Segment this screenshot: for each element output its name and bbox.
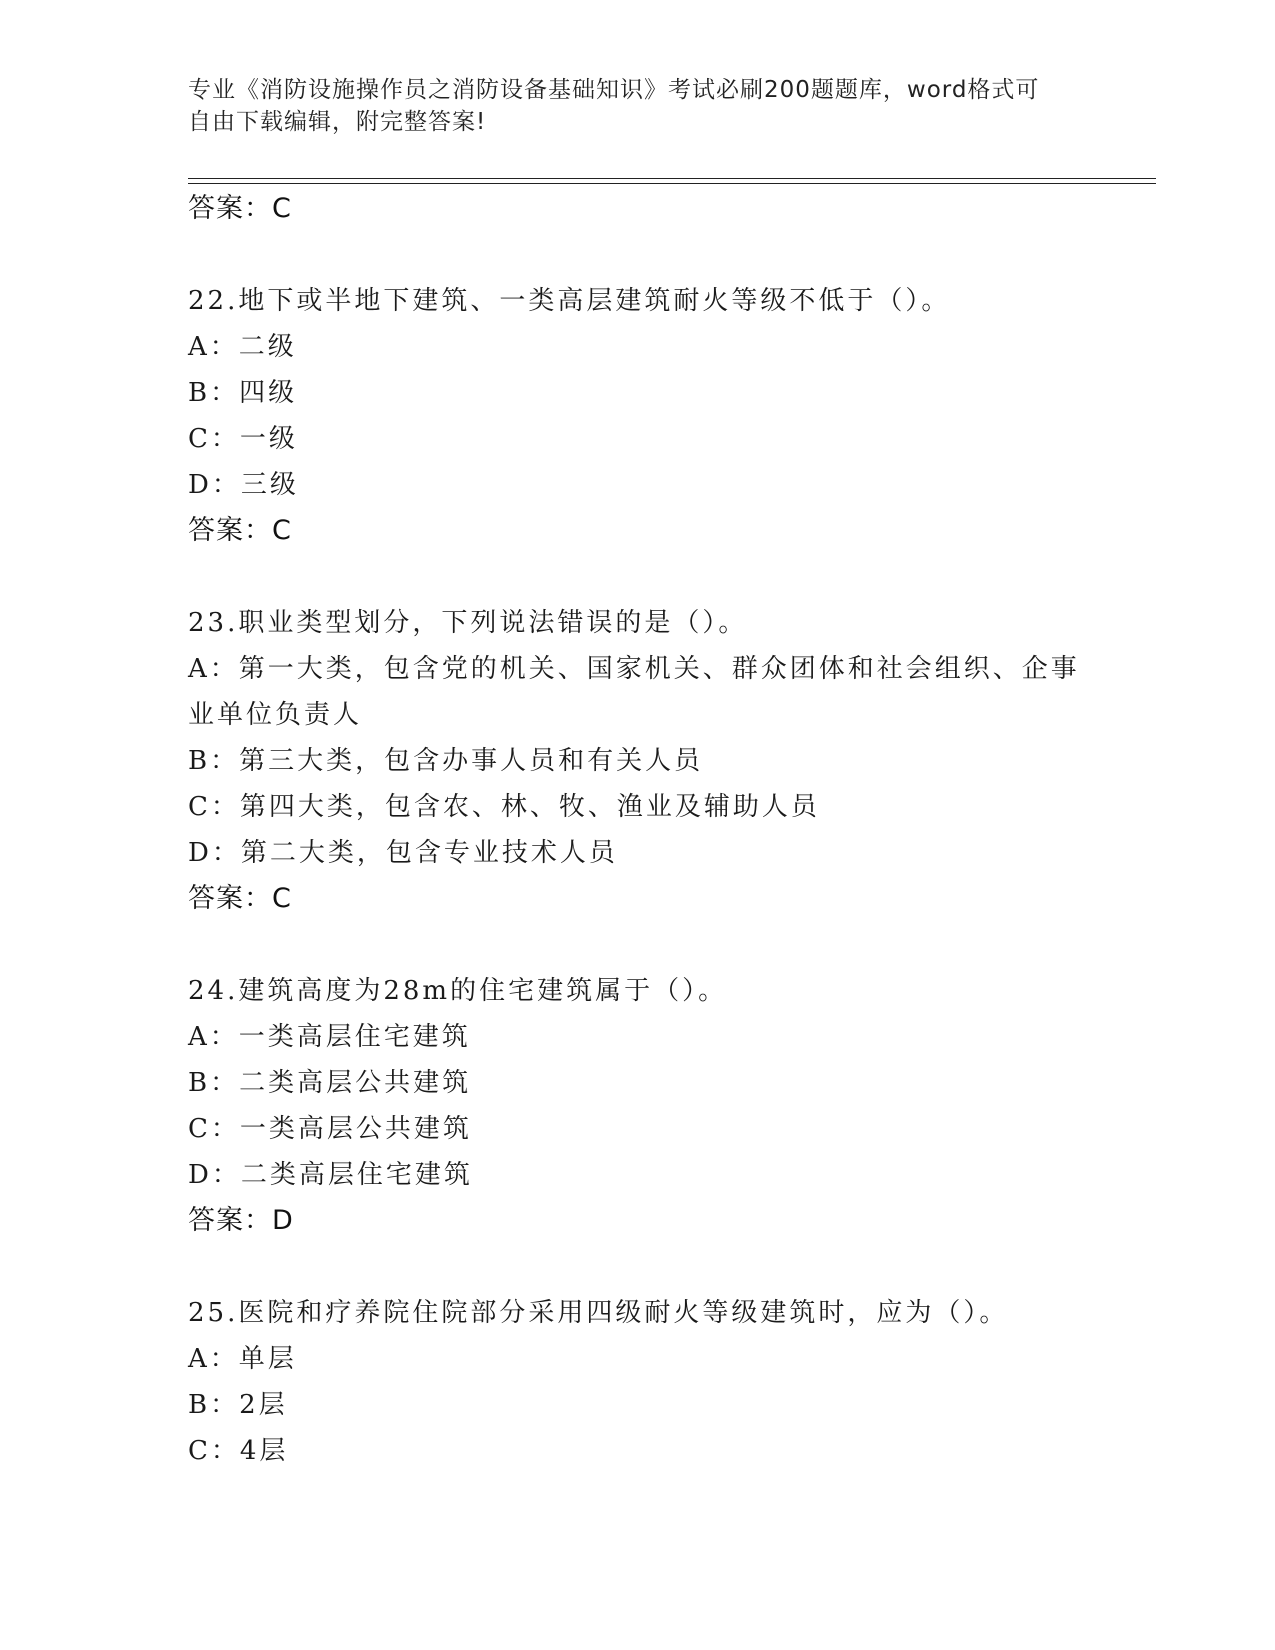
answer: 答案：C — [188, 515, 292, 546]
question-stem: 23.职业类型划分，下列说法错误的是（）。 — [188, 608, 748, 638]
header-line-1: 专业《消防设施操作员之消防设备基础知识》考试必刷200题题库，word格式可 — [188, 77, 1040, 103]
option-d: D：第二大类，包含专业技术人员 — [188, 838, 618, 868]
option-c: C：一级 — [188, 424, 298, 454]
option-d: D：二类高层住宅建筑 — [188, 1160, 473, 1190]
option-b: B：四级 — [188, 378, 298, 408]
option-c: C：一类高层公共建筑 — [188, 1114, 472, 1144]
answer: 答案：C — [188, 883, 292, 914]
option-a: A：单层 — [188, 1344, 297, 1374]
header-line-2: 自由下载编辑，附完整答案! — [188, 109, 487, 135]
header-rule-top — [188, 178, 1156, 179]
question-23 — [188, 600, 1088, 922]
question-list — [188, 186, 1088, 1474]
option-c: C：第四大类，包含农、林、牧、渔业及辅助人员 — [188, 792, 820, 822]
option-a: A：一类高层住宅建筑 — [188, 1022, 471, 1052]
question-stem: 24.建筑高度为28m的住宅建筑属于（）。 — [188, 976, 728, 1006]
question-stem: 25.医院和疗养院住院部分采用四级耐火等级建筑时，应为（）。 — [188, 1298, 1009, 1328]
option-a: A：第一大类，包含党的机关、国家机关、群众团体和社会组织、企事 — [188, 654, 1080, 684]
answer: 答案：D — [188, 1205, 294, 1236]
option-b: B：第三大类，包含办事人员和有关人员 — [188, 746, 704, 776]
header-rule-bottom — [188, 183, 1156, 184]
option-a-continued: 业单位负责人 — [188, 700, 363, 730]
document-header — [188, 74, 1088, 138]
question-25 — [188, 1290, 1088, 1474]
option-b: B：2层 — [188, 1390, 288, 1420]
question-22 — [188, 278, 1088, 554]
answer-21: 答案：C — [188, 193, 292, 224]
option-d: D：三级 — [188, 470, 299, 500]
option-b: B：二类高层公共建筑 — [188, 1068, 472, 1098]
question-24 — [188, 968, 1088, 1244]
option-c: C：4层 — [188, 1436, 289, 1466]
question-stem: 22.地下或半地下建筑、一类高层建筑耐火等级不低于（）。 — [188, 286, 951, 316]
option-a: A：二级 — [188, 332, 297, 362]
